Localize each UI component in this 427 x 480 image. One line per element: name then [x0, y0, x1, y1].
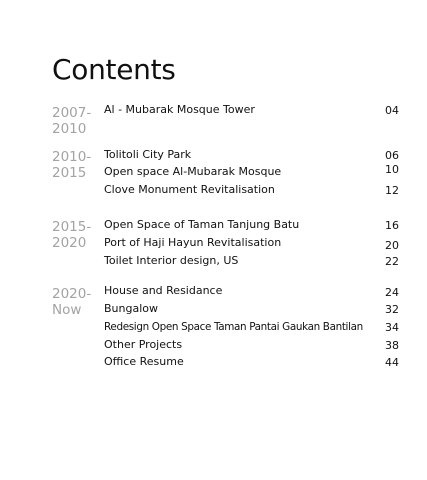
toc-entry-page: 32	[385, 303, 399, 316]
toc-entry-label[interactable]: Open space Al-Mubarak Mosque	[104, 165, 282, 178]
toc-entry-page: 06	[385, 149, 399, 162]
toc-entry-page: 44	[385, 356, 399, 369]
toc-entry-label[interactable]: Office Resume	[104, 355, 184, 368]
toc-entry-page: 16	[385, 219, 399, 232]
toc-entry-label[interactable]: Al - Mubarak Mosque Tower	[104, 103, 255, 116]
toc-entry-page: 24	[385, 286, 399, 299]
period-2020-now	[52, 286, 91, 318]
toc-entry-label[interactable]: Redesign Open Space Taman Pantai Gaukan Bantilan	[104, 321, 363, 333]
period-2007-2010	[52, 105, 91, 137]
period-end: Now	[52, 302, 82, 318]
toc-entry-label[interactable]: Tolitoli City Park	[104, 148, 192, 161]
period-end: 2015	[52, 165, 87, 181]
toc-entry-page: 12	[385, 184, 399, 197]
toc-entry-page: 22	[385, 255, 399, 268]
toc-entry-page: 34	[385, 321, 399, 334]
toc-entry-page: 20	[385, 239, 399, 252]
period-start: 2015-	[52, 219, 92, 235]
toc-entry-page: 10	[385, 163, 399, 176]
period-end: 2020	[52, 235, 87, 251]
toc-entry-page: 04	[385, 104, 399, 117]
period-start: 2010-	[52, 149, 92, 165]
period-start: 2007-	[52, 105, 92, 121]
period-end: 2010	[52, 121, 87, 137]
page-title: Contents	[52, 53, 176, 86]
toc-entry-label[interactable]: Other Projects	[104, 338, 183, 351]
period-2015-2020	[52, 219, 91, 251]
toc-entry-label[interactable]: Toilet Interior design, US	[104, 254, 239, 267]
toc-entry-page: 38	[385, 339, 399, 352]
period-start: 2020-	[52, 286, 92, 302]
toc-entry-label[interactable]: Clove Monument Revitalisation	[104, 183, 275, 196]
toc-entry-label[interactable]: Port of Haji Hayun Revitalisation	[104, 236, 282, 249]
toc-entry-label[interactable]: Bungalow	[104, 302, 158, 315]
toc-entry-label[interactable]: House and Residance	[104, 284, 223, 297]
toc-entry-label[interactable]: Open Space of Taman Tanjung Batu	[104, 218, 300, 231]
period-2010-2015	[52, 149, 91, 181]
